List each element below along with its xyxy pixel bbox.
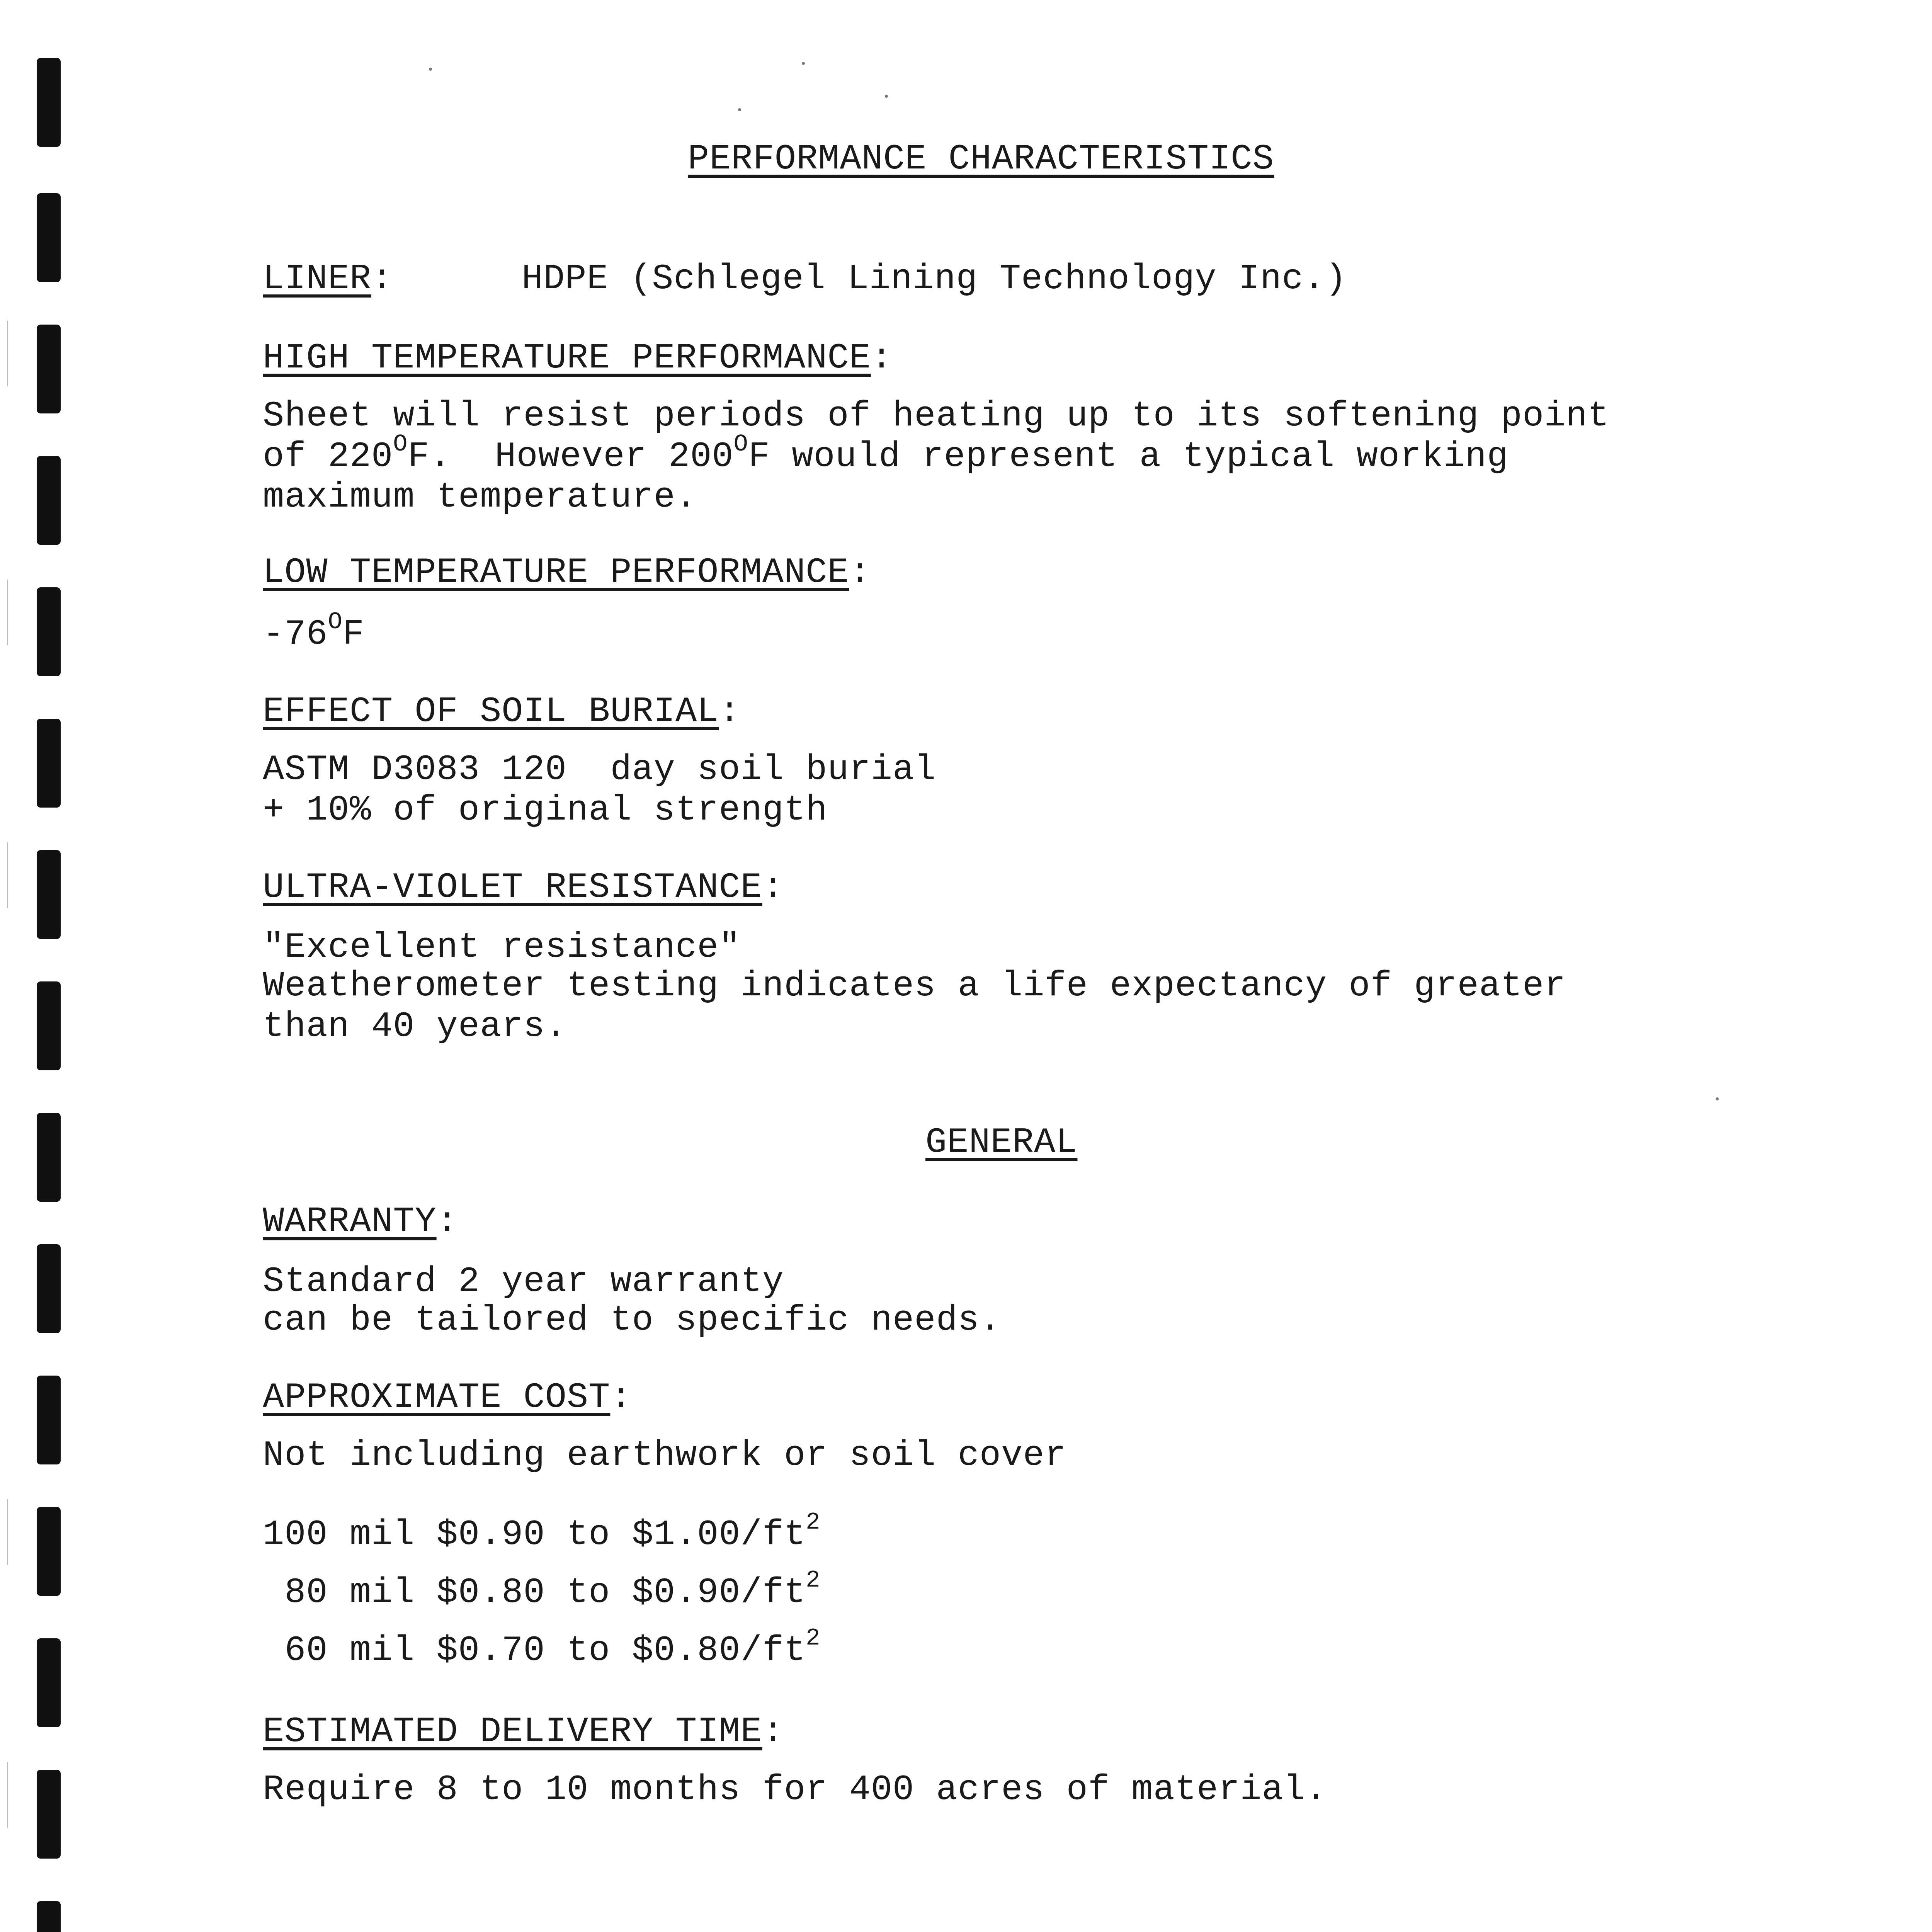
high-temp-line-2-c: F would represent a typical working [748,436,1509,477]
page-title: PERFORMANCE CHARACTERISTICS [688,139,1274,179]
cost-heading-row [263,1378,632,1418]
cost-colon: : [610,1377,632,1418]
liner-value: HDPE (Schlegel Lining Technology Inc.) [522,259,1347,299]
liner-label: LINER [263,259,372,299]
cost-row-exponent: 2 [806,1566,821,1594]
warranty-line-1: Standard 2 year warranty [263,1261,784,1302]
delivery-colon: : [762,1711,784,1752]
liner-row [263,259,393,299]
warranty-heading: WARRANTY [263,1201,437,1242]
delivery-line-1: Require 8 to 10 months for 400 acres of material. [263,1769,1327,1810]
cost-row-exponent: 2 [806,1509,821,1536]
high-temp-line-3: maximum temperature. [263,477,697,517]
general-title: GENERAL [925,1122,1078,1163]
soil-burial-heading-row [263,692,741,732]
low-temp-heading: LOW TEMPERATURE PERFORMANCE [263,552,849,593]
cost-note: Not including earthwork or soil cover [263,1435,1066,1476]
scan-speck [1716,1097,1719,1100]
low-temp-value [263,608,365,655]
delivery-heading-row [263,1712,784,1752]
warranty-line-2: can be tailored to specific needs. [263,1300,1002,1340]
cost-row [263,1509,821,1555]
cost-heading: APPROXIMATE COST [263,1377,611,1418]
high-temp-line-2 [263,430,1509,477]
cost-row-exponent: 2 [806,1624,821,1652]
high-temp-heading: HIGH TEMPERATURE PERFORMANCE [263,338,871,378]
low-temp-value-b: F [342,614,365,655]
high-temp-line-2-a: of 220 [263,436,393,477]
uv-line-2: Weatherometer testing indicates a life expectancy of greater [263,966,1566,1006]
uv-colon: : [762,867,784,908]
soil-burial-line-1: ASTM D3083 120 day soil burial [263,749,936,790]
warranty-heading-row [263,1202,458,1242]
degree-mark: O [393,430,408,458]
low-temp-heading-row [263,553,871,593]
high-temp-line-2-b: F. However 200 [408,436,734,477]
scan-speck [429,68,432,71]
soil-burial-line-2: + 10% of original strength [263,790,828,830]
cost-row-text: 60 mil $0.70 to $0.80/ft [263,1630,806,1671]
cost-row [263,1624,821,1671]
low-temp-colon: : [849,552,871,593]
soil-burial-colon: : [719,691,741,732]
uv-heading: ULTRA-VIOLET RESISTANCE [263,867,762,908]
high-temp-colon: : [871,338,893,378]
delivery-heading: ESTIMATED DELIVERY TIME [263,1711,762,1752]
uv-heading-row [263,867,784,908]
low-temp-value-a: -76 [263,614,328,655]
degree-mark: O [733,430,748,458]
uv-line-1: "Excellent resistance" [263,927,741,968]
scan-speck [885,95,888,98]
cost-row-text: 100 mil $0.90 to $1.00/ft [263,1514,806,1555]
scan-speck [802,62,805,65]
uv-line-3: than 40 years. [263,1006,567,1047]
cost-row-text: 80 mil $0.80 to $0.90/ft [263,1572,806,1613]
high-temp-heading-row [263,338,893,378]
degree-mark: O [328,608,343,636]
warranty-colon: : [436,1201,458,1242]
cost-row [263,1566,821,1613]
liner-colon: : [371,259,393,299]
soil-burial-heading: EFFECT OF SOIL BURIAL [263,691,719,732]
scan-speck [738,108,741,111]
high-temp-line-1: Sheet will resist periods of heating up to its softening point [263,396,1609,436]
